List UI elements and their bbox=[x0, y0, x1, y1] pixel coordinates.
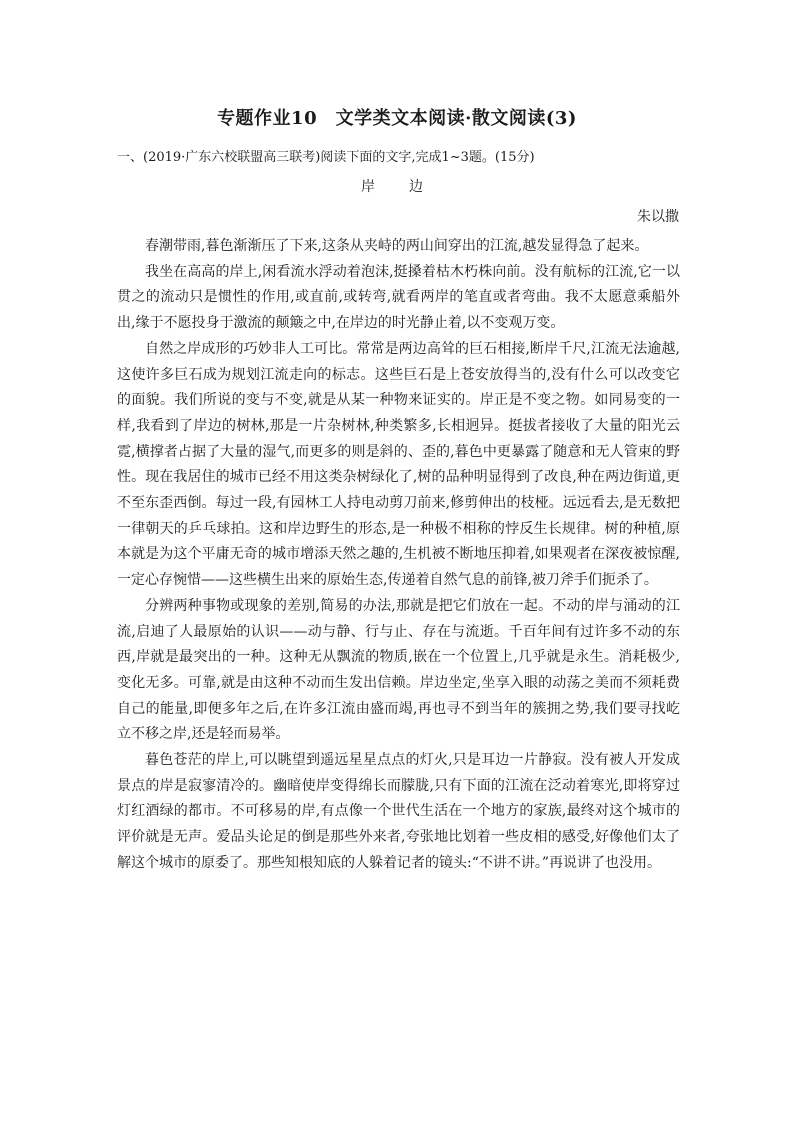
essay-author: 朱以撒 bbox=[637, 209, 679, 225]
essay-paragraph: 春潮带雨,暮色渐渐压了下来,这条从夹峙的两山间穿出的江流,越发显得急了起来。 bbox=[145, 238, 649, 254]
essay-title: 岸 边 bbox=[361, 179, 433, 195]
essay-paragraph: 分辨两种事物或现象的差别,简易的办法,那就是把它们放在一起。不动的岸与涌动的江流,启迪了人最原始的认识——动与静、行与止、存在与流逝。千百年间有过许多不动的东西,岸就是最突出的一种。这种无从飘流的物质,嵌在一个位置上,几乎就是永生。消耗极少,变化无多。可靠,就是由这种不动而生发出信赖。岸边坐定,坐享入眼的动荡之美而不须耗费自己的能量,即便多年之后,在许多江流由盛而竭,再也寻不到当年的簇拥之势,我们要寻找屹立不移之岸,还是轻而易举。 bbox=[117, 597, 680, 743]
question-prompt: 一、(2019·广东六校联盟高三联考)阅读下面的文字,完成1~3题。(15分) bbox=[117, 150, 535, 165]
essay-body bbox=[117, 234, 680, 877]
assignment-title: 专题作业10 文学类文本阅读·散文阅读(3) bbox=[217, 108, 577, 129]
essay-paragraph: 自然之岸成形的巧妙非人工可比。常常是两边高耸的巨石相接,断岸千尺,江流无法逾越,这使许多巨石成为规划江流走向的标志。这些巨石是上苍安放得当的,没有什么可以改变它的面貌。我们所说的变与不变,就是从某一种物来证实的。岸正是不变之物。如同易变的一样,我看到了岸边的树林,那是一片杂树林,种类繁多,长相迥异。挺拔者接收了大量的阳光云霓,横撑者占据了大量的湿气,而更多的则是斜的、歪的,暮色中更暴露了随意和无人管束的野性。现在我居住的城市已经不用这类杂树绿化了,树的品种明显得到了改良,种在两边街道,更不至东歪西倒。每过一段,有园林工人持电动剪刀前来,修剪伸出的枝桠。远远看去,是无数把一律朝天的乒乓球拍。这和岸边野生的形态,是一种极不相称的悖反生长规律。树的种植,原本就是为这个平庸无奇的城市增添天然之趣的,生机被不断地压抑着,如果观者在深夜被惊醒,一定心存惋惜——这些横生出来的原始生态,传递着自然气息的前锋,被刀斧手们扼杀了。 bbox=[117, 340, 680, 589]
essay-paragraph: 我坐在高高的岸上,闲看流水浮动着泡沫,挺搡着枯木朽株向前。没有航标的江流,它一以贯之的流动只是惯性的作用,或直前,或转弯,就看两岸的笔直或者弯曲。我不太愿意乘船外出,缘于不愿投身于激流的颠簸之中,在岸边的时光静止着,以不变观万变。 bbox=[117, 263, 680, 332]
essay-paragraph: 暮色苍茫的岸上,可以眺望到遥远星星点点的灯火,只是耳边一片静寂。没有被人开发成景点的岸是寂寥清冷的。幽暗使岸变得绵长而朦胧,只有下面的江流在泛动着寒光,即将穿过灯红酒绿的都市。不可移易的岸,有点像一个世代生活在一个地方的家族,最终对这个城市的评价就是无声。爱品头论足的倒是那些外来者,夸张地比划着一些皮相的感受,好像他们太了解这个城市的原委了。那些知根知底的人躲着记者的镜头:“不讲不讲。”再说讲了也没用。 bbox=[117, 752, 680, 871]
